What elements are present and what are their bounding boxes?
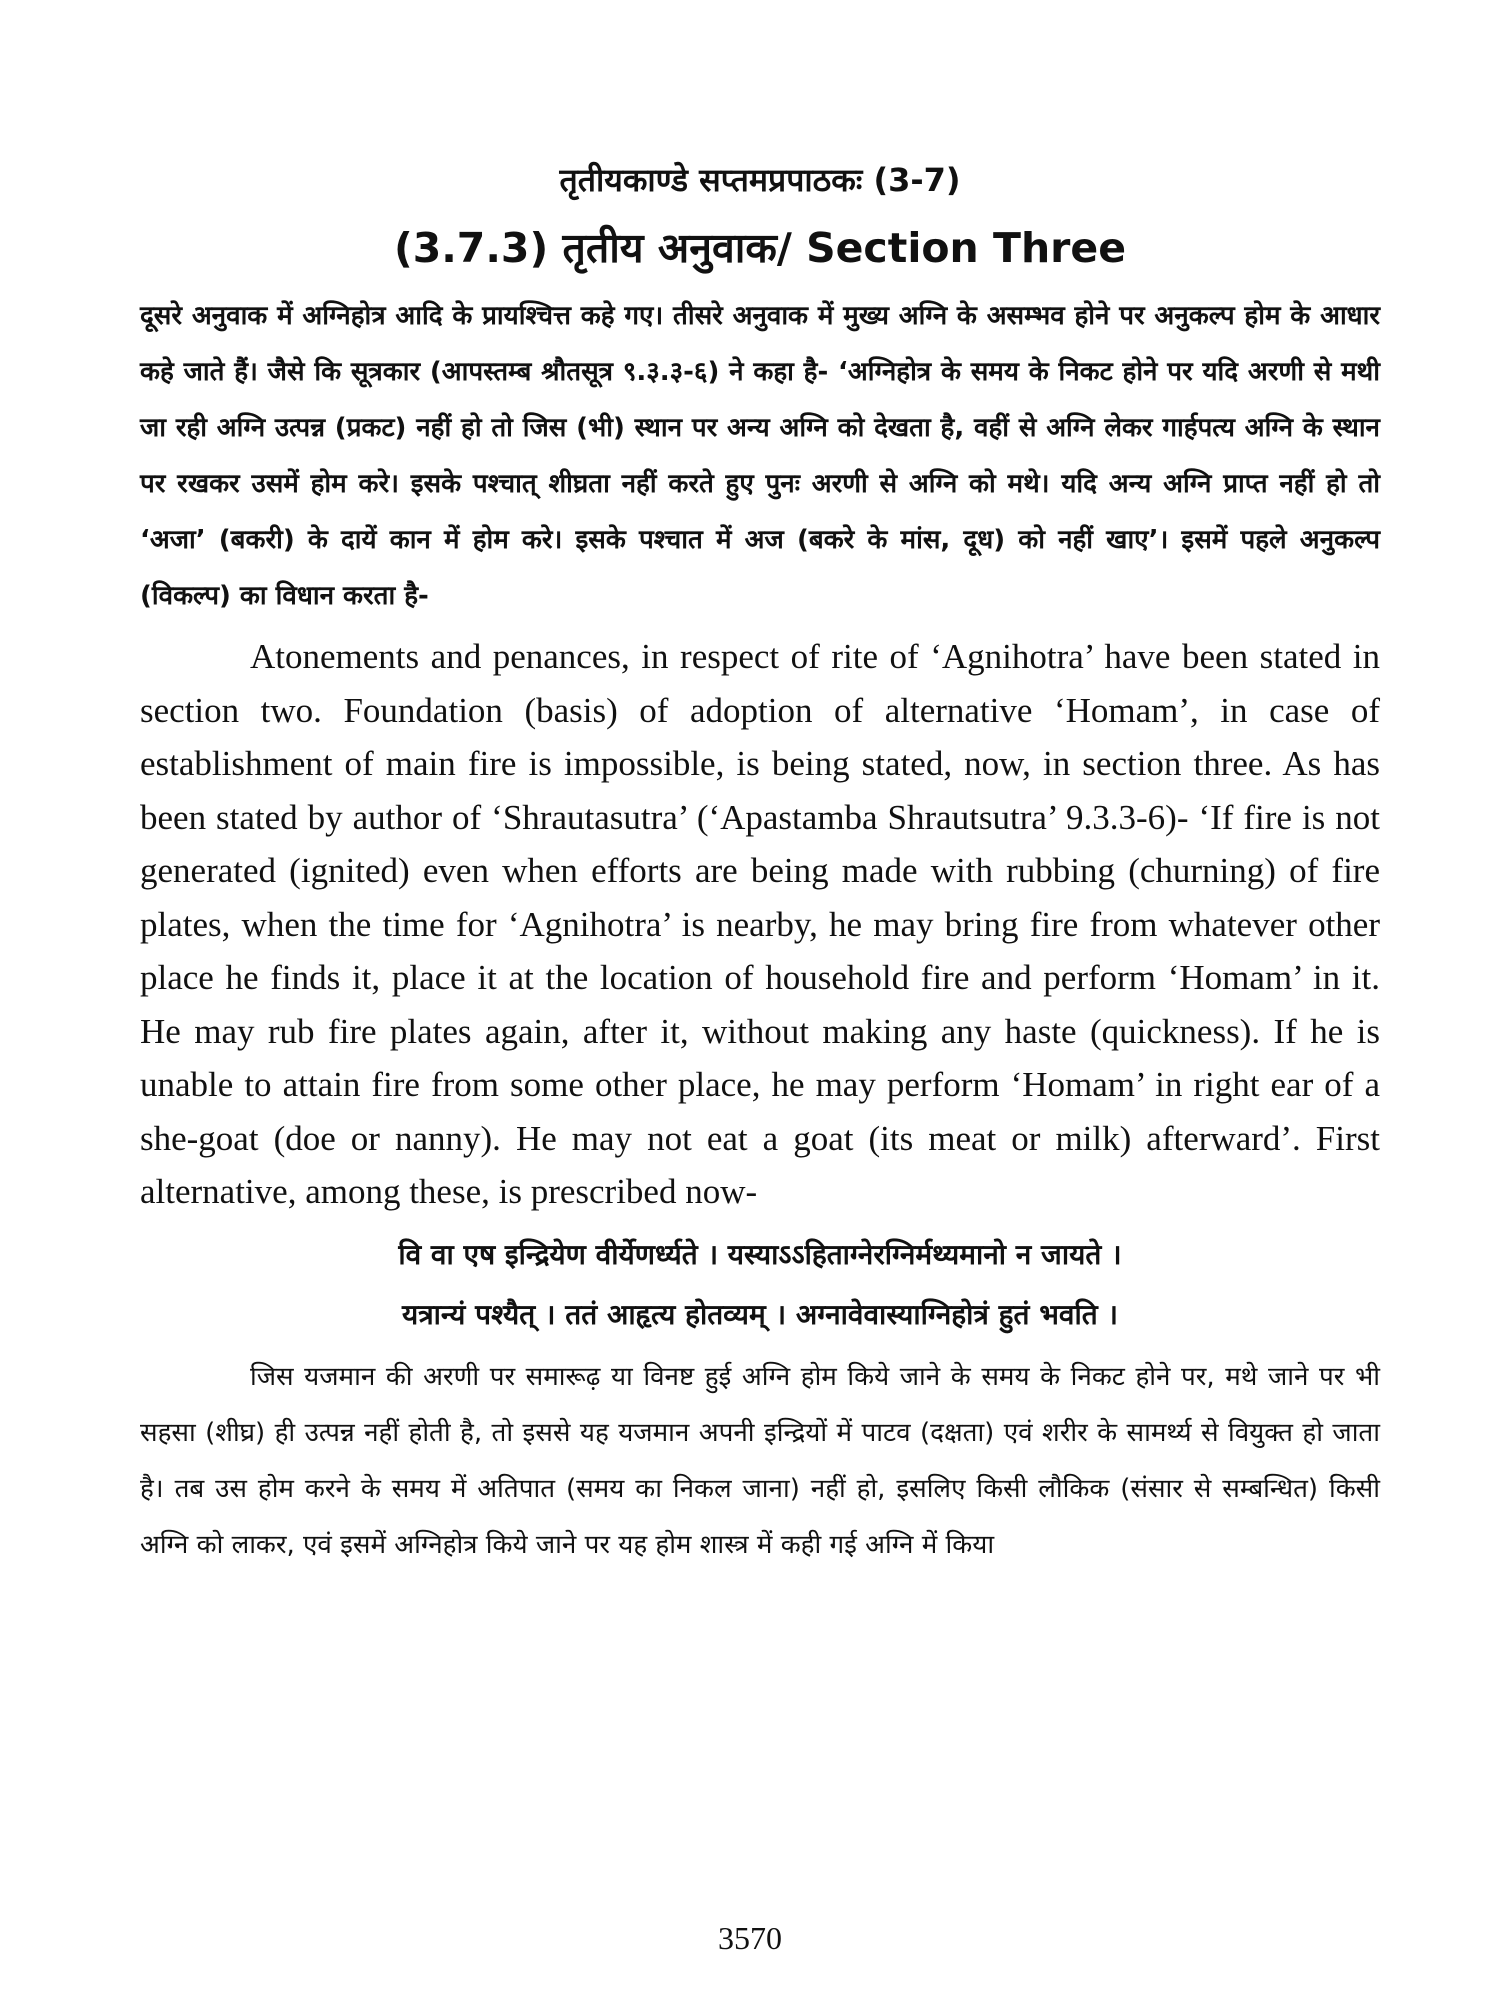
verse-line-1: वि वा एष इन्द्रियेण वीर्येणर्ध्यते । यस्याऽऽहिताग्नेरग्निर्मथ्यमानो न जायते । [398, 1237, 1122, 1271]
hindi-commentary-paragraph: जिस यजमान की अरणी पर समारूढ़ या विनष्ट हुई अग्नि होम किये जाने के समय के निकट होने पर, मथे जाने पर भी सहसा (शीघ्र) ही उत्पन्न नहीं होती है, तो इससे यह यजमान अपनी इन्द्रियों में पाटव (दक्षता) एवं शरीर के सामर्थ्य से वियुक्त हो जाता है। तब उस होम करने के समय में अतिपात (समय का निकल जाना) नहीं हो, इसलिए किसी लौकिक (संसार से सम्बन्धित) किसी अग्नि को लाकर, एवं इसमें अग्निहोत्र किये जाने पर यह होम शास्त्र में कही गई अग्नि में किया [140, 1361, 1380, 1560]
hindi-intro-paragraph: दूसरे अनुवाक में अग्निहोत्र आदि के प्रायश्चित्त कहे गए। तीसरे अनुवाक में मुख्य अग्नि के असम्भव होने पर अनुकल्प होम के आधार कहे जाते हैं। जैसे कि सूत्रकार (आपस्तम्ब श्रौतसूत्र ९.३.३-६) ने कहा है- ‘अग्निहोत्र के समय के निकट होने पर यदि अरणी से मथी जा रही अग्नि उत्पन्न (प्रकट) नहीं हो तो जिस (भी) स्थान पर अन्य अग्नि को देखता है, वहीं से अग्नि लेकर गार्हपत्य अग्नि के स्थान पर रखकर उसमें होम करे। इसके पश्चात् शीघ्रता नहीं करते हुए पुनः अरणी से अग्नि को मथे। यदि अन्य अग्नि प्राप्त नहीं हो तो ‘अजा’ (बकरी) के दायें कान में होम करे। इसके पश्चात में अज (बकरे के मांस, दूध) को नहीं खाए’। इसमें पहले अनुकल्प (विकल्प) का विधान करता है- [140, 301, 1380, 611]
sanskrit-verse [140, 1225, 1380, 1345]
section-title: (3.7.3) तृतीय अनुवाक/ Section Three [393, 224, 1127, 272]
verse-line-2: यत्रान्यं पश्यैत् । ततं आहृत्य होतव्यम् । अग्नावेवास्याग्निहोत्रं हुतं भवति । [401, 1297, 1119, 1331]
page-content [140, 150, 1380, 1573]
running-header: तृतीयकाण्डे सप्तमप्रपाठकः (3-7) [559, 161, 961, 199]
english-translation-paragraph: Atonements and penances, in respect of rite of ‘Agnihotra’ have been stated in section two. Foundation (basis) of adoption of alternative ‘Homam’, in case of establishment of main fire is impossible, is being stated, now, in section three. As has been stated by author of ‘Shrautasutra’ (‘Apastamba Shrautsutra’ 9.3.3-6)- ‘If fire is not generated (ignited) even when efforts are being made with rubbing (churning) of fire plates, when the time for ‘Agnihotra’ is nearby, he may bring fire from whatever other place he finds it, place it at the location of household fire and perform ‘Homam’ in it. He may rub fire plates again, after it, without making any haste (quickness). If he is unable to attain fire from some other place, he may perform ‘Homam’ in right ear of a she-goat (doe or nanny). He may not eat a goat (its meat or milk) afterward’. First alternative, among these, is prescribed now- [140, 637, 1380, 1211]
page-number: 3570 [718, 1920, 782, 1956]
